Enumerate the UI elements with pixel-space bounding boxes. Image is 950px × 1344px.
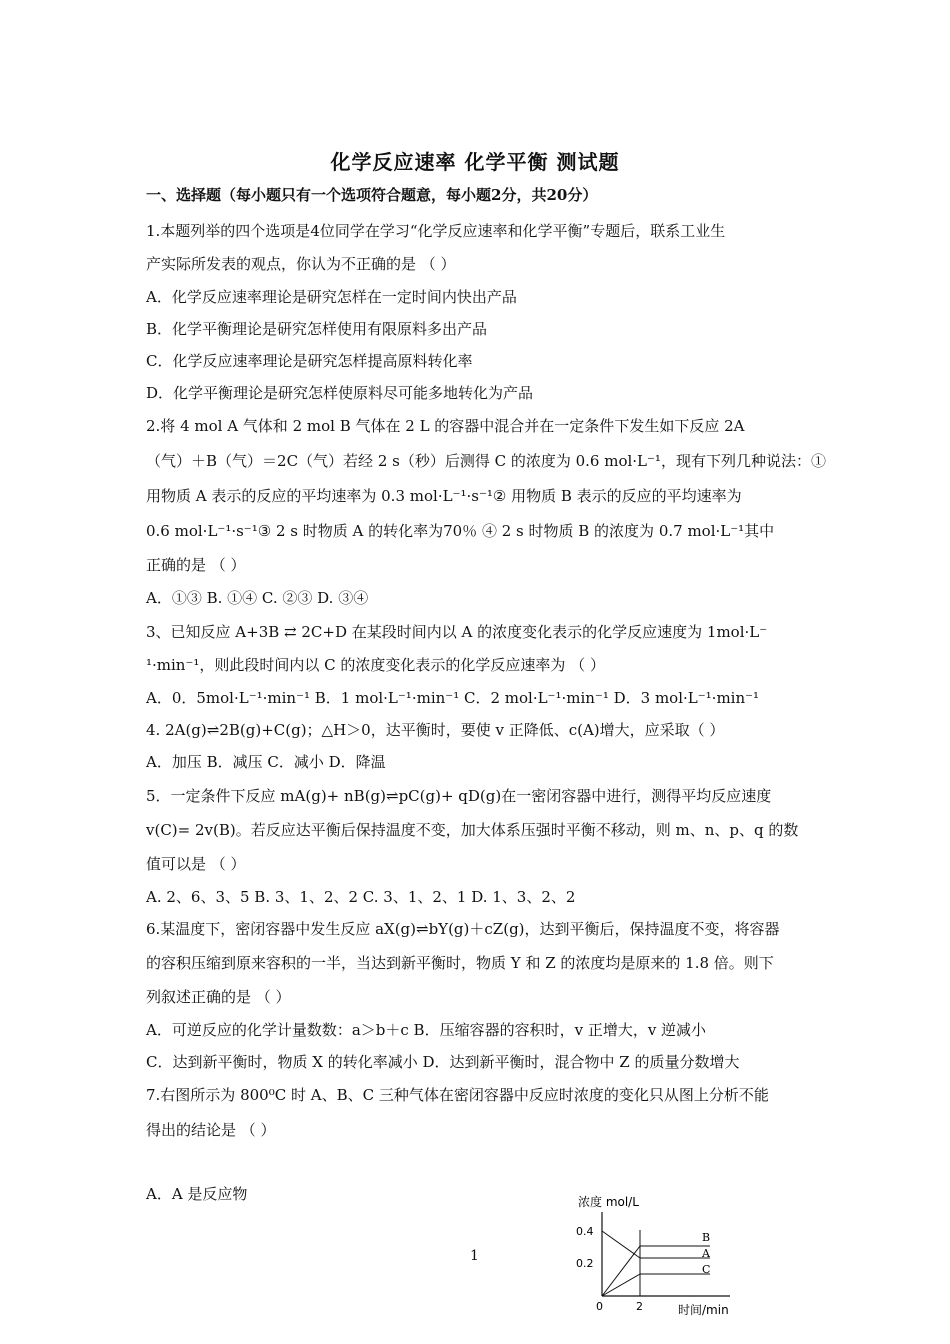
text-line: C．达到新平衡时，物质 X 的转化率减小 D．达到新平衡时，混合物中 Z 的质量分数增大 (146, 1053, 740, 1071)
x-tick-label: 2 (636, 1300, 643, 1313)
page-title: 化学反应速率 化学平衡 测试题 (330, 150, 620, 174)
text-line: （气）＋B（气）＝2C（气）若经 2 s（秒）后测得 C 的浓度为 0.6 mol·L⁻¹，现有下列几种说法：① (146, 452, 826, 470)
text-line: 列叙述正确的是 （ ） (146, 988, 291, 1006)
text-line: ¹·min⁻¹，则此段时间内以 C 的浓度变化表示的化学反应速率为 （ ） (146, 656, 605, 674)
text-line: A．0．5mol·L⁻¹·min⁻¹ B．1 mol·L⁻¹·min⁻¹ C．2 mol·L⁻¹·min⁻¹ D．3 mol·L⁻¹·min⁻¹ (146, 689, 760, 707)
text-line: 用物质 A 表示的反应的平均速率为 0.3 mol·L⁻¹·s⁻¹② 用物质 B 表示的反应的平均速率为 (146, 487, 742, 505)
text-line: A．加压 B．减压 C．减小 D．降温 (146, 753, 386, 771)
text-line: A. 2、6、3、5 B. 3、1、2、2 C. 3、1、2、1 D. 1、3、2、2 (146, 888, 576, 906)
text-line: 2.将 4 mol A 气体和 2 mol B 气体在 2 L 的容器中混合并在一定条件下发生如下反应 2A (146, 417, 745, 435)
curve-label: A (702, 1247, 710, 1260)
text-line: A．①③ B. ①④ C. ②③ D. ③④ (146, 589, 369, 607)
y-tick-label: 0.2 (576, 1257, 594, 1270)
page-number: 1 (470, 1248, 479, 1264)
text-line: 5．一定条件下反应 mA(g)+ nB(g)⇌pC(g)+ qD(g)在一密闭容器中进行，测得平均反应速度 (146, 787, 772, 805)
text-line: 6.某温度下，密闭容器中发生反应 aX(g)⇌bY(g)＋cZ(g)，达到平衡后，保持温度不变，将容器 (146, 920, 780, 938)
section-heading: 一、选择题（每小题只有一个选项符合题意，每小题2分，共20分） (146, 186, 598, 204)
curve-label: C (702, 1263, 711, 1276)
text-line: 得出的结论是 （ ） (146, 1121, 276, 1139)
text-line: v(C)= 2v(B)。若反应达平衡后保持温度不变，加大体系压强时平衡不移动，则 m、n、p、q 的数 (146, 821, 799, 839)
text-line: 的容积压缩到原来容积的一半，当达到新平衡时，物质 Y 和 Z 的浓度均是原来的 1.8 倍。则下 (146, 954, 774, 972)
y-tick-label: 0.4 (576, 1225, 594, 1238)
curve-b-rise (602, 1246, 640, 1296)
text-line: 4. 2A(g)⇌2B(g)+C(g)；△H＞0，达平衡时，要使 v 正降低、c(A)增大，应采取（ ） (146, 721, 725, 739)
text-line: A．化学反应速率理论是研究怎样在一定时间内快出产品 (146, 288, 517, 306)
text-line: D．化学平衡理论是研究怎样使原料尽可能多地转化为产品 (146, 384, 534, 402)
figure-xlabel: 时间/min (678, 1303, 729, 1317)
curve-c-rise (602, 1274, 640, 1296)
text-line: 3、已知反应 A+3B ⇄ 2C+D 在某段时间内以 A 的浓度变化表示的化学反应速度为 1mol·L⁻ (146, 623, 768, 641)
text-line: B．化学平衡理论是研究怎样使用有限原料多出产品 (146, 320, 488, 338)
text-line: 值可以是 （ ） (146, 855, 246, 873)
concentration-figure (570, 1190, 750, 1320)
x-tick-label: 0 (596, 1300, 603, 1313)
text-line: 0.6 mol·L⁻¹·s⁻¹③ 2 s 时物质 A 的转化率为70％ ④ 2 s 时物质 B 的浓度为 0.7 mol·L⁻¹其中 (146, 522, 775, 540)
curve-label: B (702, 1231, 711, 1244)
text-line: 1.本题列举的四个选项是4位同学在学习“化学反应速率和化学平衡”专题后，联系工业生 (146, 222, 726, 240)
text-line: 产实际所发表的观点，你认为不正确的是 （ ） (146, 255, 456, 273)
text-line: A．可逆反应的化学计量数数：a＞b＋c B．压缩容器的容积时，v 正增大，v 逆减小 (146, 1021, 707, 1039)
text-line: C．化学反应速率理论是研究怎样提高原料转化率 (146, 352, 473, 370)
figure-ylabel: 浓度 mol/L (578, 1195, 639, 1209)
text-line: 7.右图所示为 800⁰C 时 A、B、C 三种气体在密闭容器中反应时浓度的变化只从图上分析不能 (146, 1086, 769, 1104)
text-line: 正确的是 （ ） (146, 556, 246, 574)
text-line: A．A 是反应物 (146, 1185, 248, 1203)
